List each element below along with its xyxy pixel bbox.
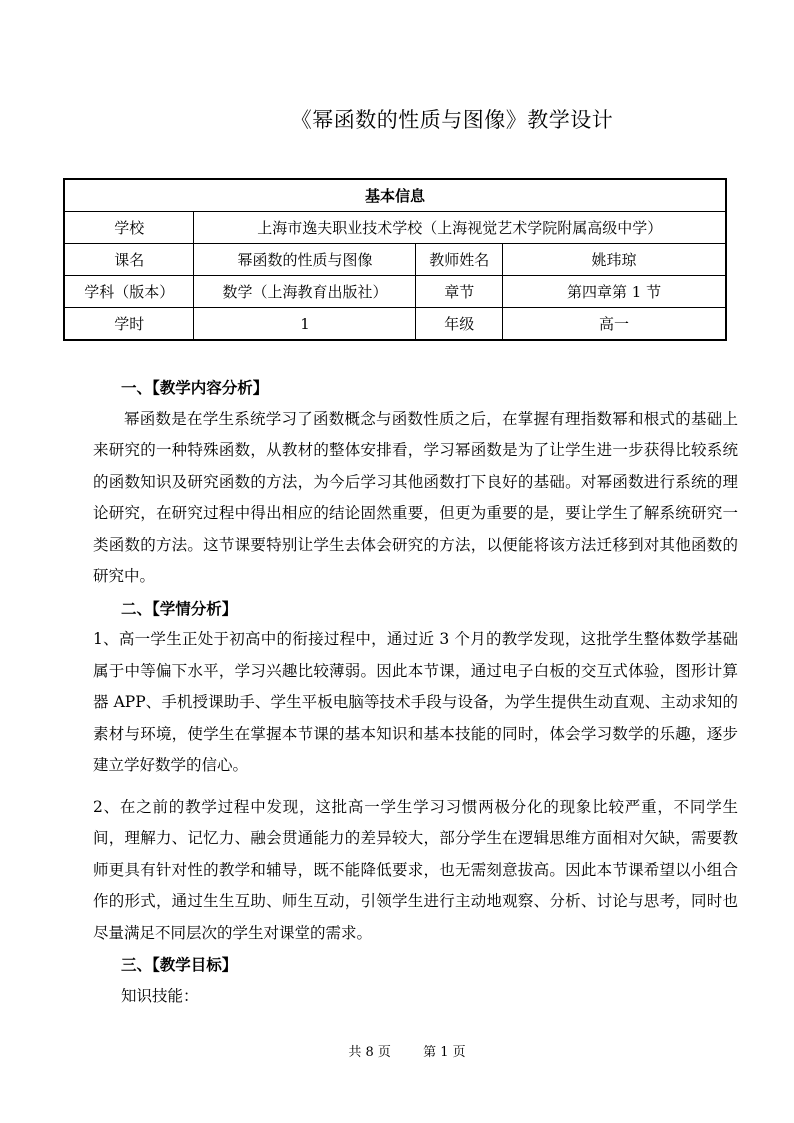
teacher-value: 姚玮琼 <box>503 244 726 276</box>
section-2-paragraph-1: 1、高一学生正处于初高中的衔接过程中，通过近 3 个月的教学发现，这批学生整体数学基础属于中等偏下水平，学习兴趣比较薄弱。因此本节课，通过电子白板的交互式体验，图形计算器 APP、手机授课助手、学生平板电脑等技术手段与设备，为学生提供生动直观、主动求知的素材与环境，使学生在掌握本节课的基本知识和基本技能的同时，体会学习数学的乐趣，逐步建立学好数学的信心。 <box>93 630 738 774</box>
school-label: 学校 <box>64 212 194 244</box>
hours-value: 1 <box>194 308 416 341</box>
chapter-label: 章节 <box>416 276 503 308</box>
grade-label: 年级 <box>416 308 503 341</box>
section-1-heading: 一、【教学内容分析】 <box>121 378 269 397</box>
page-footer <box>0 1041 794 1060</box>
total-pages: 共 8 页 <box>348 1045 391 1060</box>
basic-info-table <box>63 178 727 341</box>
table-header: 基本信息 <box>64 179 726 212</box>
section-3-heading: 三、【教学目标】 <box>121 955 238 974</box>
document-title: 《幂函数的性质与图像》教学设计 <box>290 108 614 132</box>
course-value: 幂函数的性质与图像 <box>194 244 416 276</box>
section-2-paragraph-2: 2、在之前的教学过程中发现，这批高一学生学习习惯两极分化的现象比较严重，不同学生间，理解力、记忆力、融会贯通能力的差异较大，部分学生在逻辑思维方面相对欠缺，需要教师更具有针对性的教学和辅导，既不能降低要求，也无需刻意拔高。因此本节课希望以小组合作的形式，通过生生互助、师生互动，引领学生进行主动地观察、分析、讨论与思考，同时也尽量满足不同层次的学生对课堂的需求。 <box>93 797 738 942</box>
chapter-value: 第四章第 1 节 <box>503 276 726 308</box>
section-3-subheading: 知识技能： <box>121 986 199 1005</box>
teacher-label: 教师姓名 <box>416 244 503 276</box>
course-label: 课名 <box>64 244 194 276</box>
grade-value: 高一 <box>503 308 726 341</box>
subject-value: 数学（上海教育出版社） <box>194 276 416 308</box>
school-value: 上海市逸夫职业技术学校（上海视觉艺术学院附属高级中学） <box>194 212 726 244</box>
document-body <box>93 372 738 1012</box>
subject-label: 学科（版本） <box>64 276 194 308</box>
hours-label: 学时 <box>64 308 194 341</box>
section-2-heading: 二、【学情分析】 <box>121 598 238 618</box>
current-page: 第 1 页 <box>423 1045 466 1060</box>
section-1-paragraph: 幂函数是在学生系统学习了函数概念与函数性质之后，在掌握有理指数幂和根式的基础上来研究的一种特殊函数，从教材的整体安排看，学习幂函数是为了让学生进一步获得比较系统的函数知识及研究函数的方法，为今后学习其他函数打下良好的基础。对幂函数进行系统的理论研究，在研究过程中得出相应的结论固然重要，但更为重要的是，要让学生了解系统研究一类函数的方法。这节课要特别让学生去体会研究的方法，以便能将该方法迁移到对其他函数的研究中。 <box>93 409 738 585</box>
